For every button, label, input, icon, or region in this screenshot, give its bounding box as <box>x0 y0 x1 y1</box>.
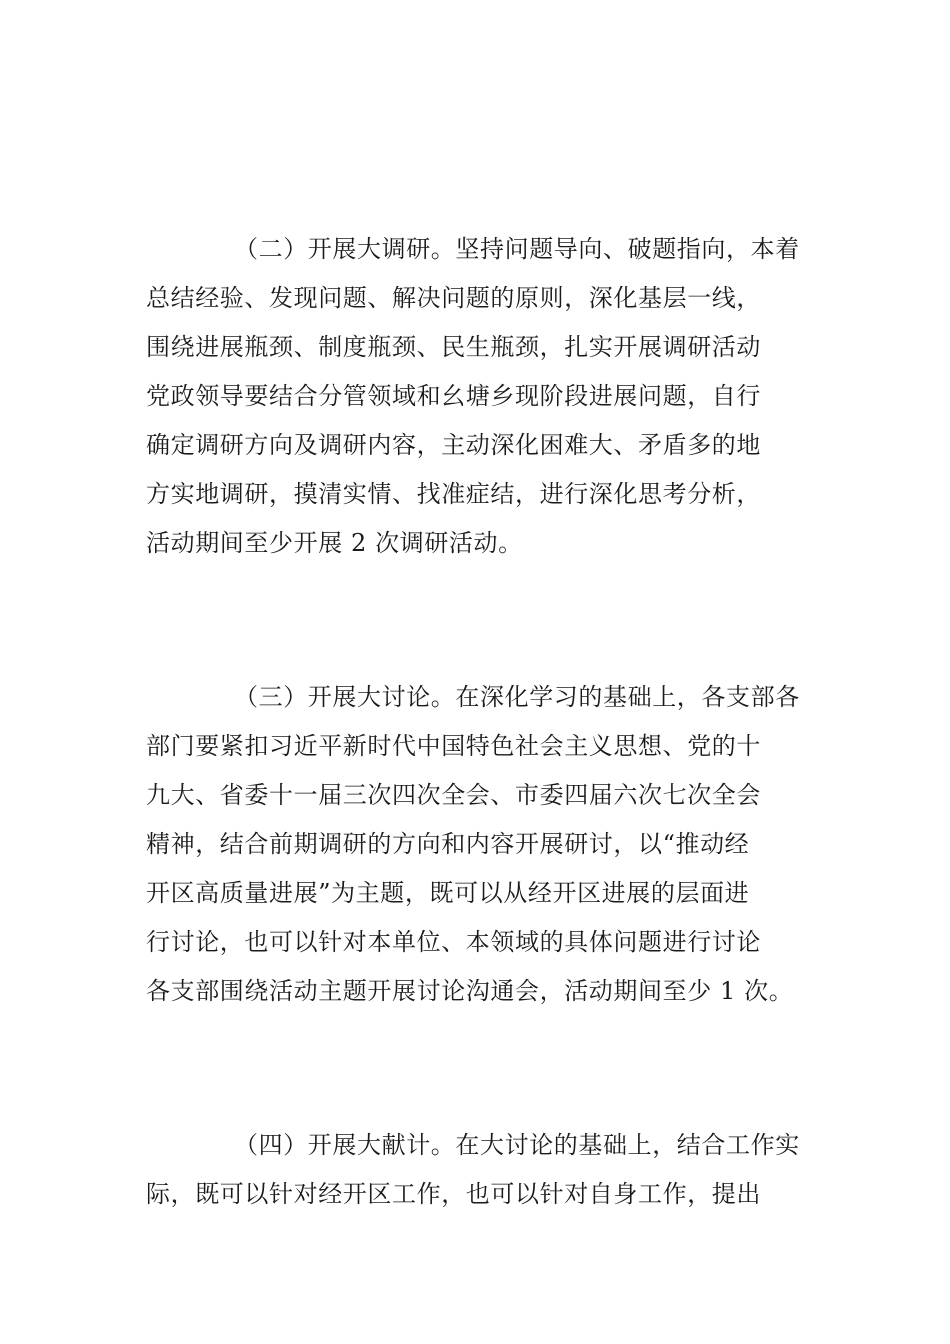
paragraph-line: 各支部围绕活动主题开展讨论沟通会，活动期间至少 1 次。 <box>146 977 794 1005</box>
paragraph-line: 开区高质量进展”为主题，既可以从经开区进展的层面进 <box>146 879 750 907</box>
paragraph-line: 围绕进展瓶颈、制度瓶颈、民生瓶颈，扎实开展调研活动 <box>146 333 761 361</box>
paragraph-line: 精神，结合前期调研的方向和内容开展研讨，以“推动经 <box>146 830 750 858</box>
paragraph-line: （三）开展大讨论。在深化学习的基础上，各支部各 <box>234 683 800 711</box>
paragraph-line: 行讨论，也可以针对本单位、本领域的具体问题进行讨论 <box>146 928 761 956</box>
paragraph-line: 方实地调研，摸清实情、找准症结，进行深化思考分析， <box>146 480 761 508</box>
paragraph-line: 九大、省委十一届三次四次全会、市委四届六次七次全会 <box>146 781 761 809</box>
section-discussion <box>146 673 810 1016</box>
paragraph-line: （二）开展大调研。坚持问题导向、破题指向，本着 <box>234 235 800 263</box>
paragraph-line: （四）开展大献计。在大讨论的基础上，结合工作实 <box>234 1131 800 1159</box>
paragraph-line: 部门要紧扣习近平新时代中国特色社会主义思想、党的十 <box>146 732 761 760</box>
paragraph-line: 确定调研方向及调研内容，主动深化困难大、矛盾多的地 <box>146 431 761 459</box>
paragraph-line: 总结经验、发现问题、解决问题的原则，深化基层一线， <box>146 284 761 312</box>
section-research <box>146 225 810 568</box>
paragraph-line: 活动期间至少开展 2 次调研活动。 <box>146 529 523 557</box>
section-suggestions <box>146 1121 810 1219</box>
paragraph-line: 党政领导要结合分管领域和幺塘乡现阶段进展问题，自行 <box>146 382 761 410</box>
paragraph-line: 际，既可以针对经开区工作，也可以针对自身工作，提出 <box>146 1180 761 1208</box>
